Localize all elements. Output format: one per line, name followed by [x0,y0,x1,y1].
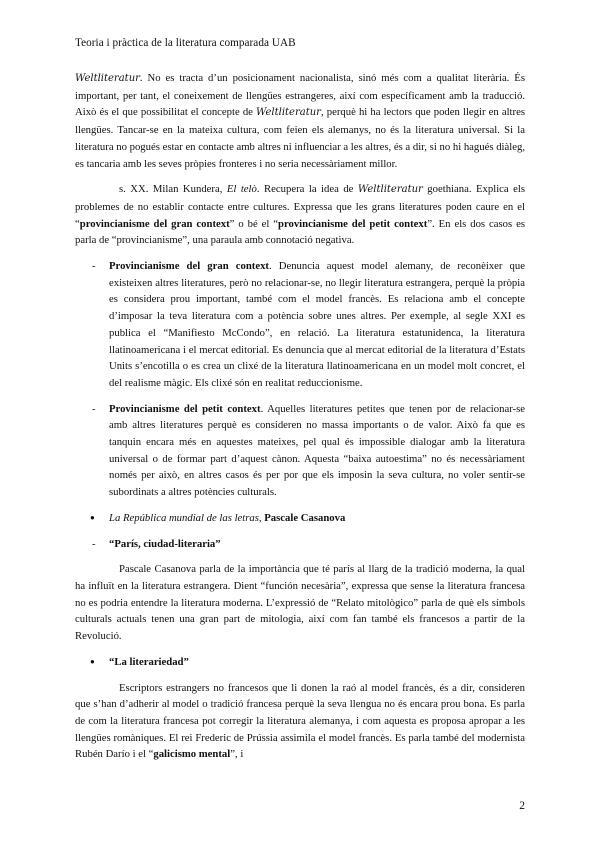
page-number: 2 [519,800,525,812]
text-span: ” o bé el “ [229,217,278,230]
list-item-petit-context [75,401,525,501]
item-title: Provincianisme del gran context [109,260,269,273]
document-body [75,70,525,772]
text-span: s. XX. Milan Kundera, [119,183,227,196]
term-weltliteratur: Weltliteratur [75,73,140,84]
list-item-gran-context [75,258,525,392]
paragraph-kundera [75,181,525,249]
item-title: Provincianisme del petit context [109,402,261,415]
book-title: El telò [226,183,257,196]
text-span: . Recupera la idea de [256,183,358,196]
text-span: , perquè hi ha lectors que poden llegir en altres llengües. Tancar-se en la mateixa cultura, com feien els alemanys, no és la literatura universal. Si la literatura no pogués estar en contacte amb altres ni influenciar a les altres, és a dir, si no hi hagués diàleg, es tancaria amb les seves pròpies fronteres i no seria necessàriament millor. [75,106,525,170]
section-heading: “París, ciudad-literaria” [109,537,221,550]
page-header: Teoria i pràctica de la literatura comparada UAB [75,37,296,49]
item-text: . Aquelles literatures petites que tenen por de relacionar-se amb altres literatures perquè es consideren no massa importants o de valor. Això fa que es tanquin encara més en aquestes mateixes, pel qual és impossible dialogar amb la literatura universal o de formar part d’aquest cànon. Aquesta “baixa autoestima” no és necessàriament només per això, en altres casos és per por que els imposin la seva cultura, no voler sentir-se subordinats a altres potències culturals. [109,402,526,499]
text-span: ”, i [230,748,244,761]
book-title: La República mundial de las letras, [109,511,262,524]
bullet-marker: ● [90,656,95,666]
dash-marker: - [92,537,96,550]
section-heading: “La literariedad” [109,655,189,668]
text-span: goethiana. Explica els problemes de no establir contacte entre cultures. Expressa que les grans literatures poden caure en el “ [75,183,526,230]
dash-marker: - [92,260,96,273]
paragraph-weltliteratur [75,70,525,172]
heading-paris [75,536,525,553]
text-span: Escriptors estrangers no francesos que li donen la raó al model francès, és a dir, consideren que s’han d’adherir al model o tradició francesa perquè la seva llengua no és encara prou bona. Es parla de com la literatura francesa pot corregir la literatura alemanya, i com aquesta es proposa apropar a les llengües romàniques. El rei Frederic de Prússia assimila el model francès. Es parla també del modernista Rubén Darío i el “ [75,681,525,761]
bold-term: galicismo mental [153,748,231,761]
bullet-marker: ● [90,512,95,522]
term-weltliteratur: Weltliteratur [256,107,321,119]
dash-marker: - [92,402,96,415]
term-weltliteratur: Weltliteratur [357,184,423,196]
bullet-republica-mundial [75,510,525,527]
bold-term: provincianisme del petit context [278,217,428,230]
bold-term: provincianisme del gran context [79,217,230,230]
item-text: . Denuncia aquest model alemany, de reconèixer que existeixen altres literatures, però no relacionar-se, no llegir literatura estrangera, perquè la pròpia es considera prou important, també com el model francès. Es relaciona amb el concepte d’imposar la teva literatura com a potència sobre unes altres. Per exemple, al segle XXI es publica el “Manifiesto McCondo”, en relació. La literatura estatunidenca, la literatura llatinoamericana i el mercat editorial. Es denuncia que al mercat editorial de la literatura d’Estats Units s’encotilla o es crea un clixé de la literatura llatinoamericana en un model molt concret, el del realisme màgic. Els clixé són en realitat reduccionisme. [109,260,525,389]
author-name: Pascale Casanova [261,511,346,524]
paragraph-casanova: Pascale Casanova parla de la importància que té parís al llarg de la tradició moderna, la qual ha influït en la literatura estrangera. Dient “función necesària”, expressa que sense la literatura francesa no es podria entendre la literatura moderna. L’expressió de “Relato mitològico” parla de què els símbols culturals actuals tenen una gran part de mitologia, així com fan també els francesos a partir de la Revolució. [75,563,525,643]
bullet-literariedad [75,654,525,671]
text-span: . No es tracta d’un posicionament nacionalista, sinó més com a qualitat literària. És important, per tant, el coneixement de llengües estrangeres, així com específicament amb la traducció. Això és el que possibilitat el concepte de [75,72,525,119]
text-span: ”. En els dos casos es parla de “provincianisme”, una paraula amb connotació negativa. [75,217,525,247]
paragraph-escriptors [75,680,525,764]
